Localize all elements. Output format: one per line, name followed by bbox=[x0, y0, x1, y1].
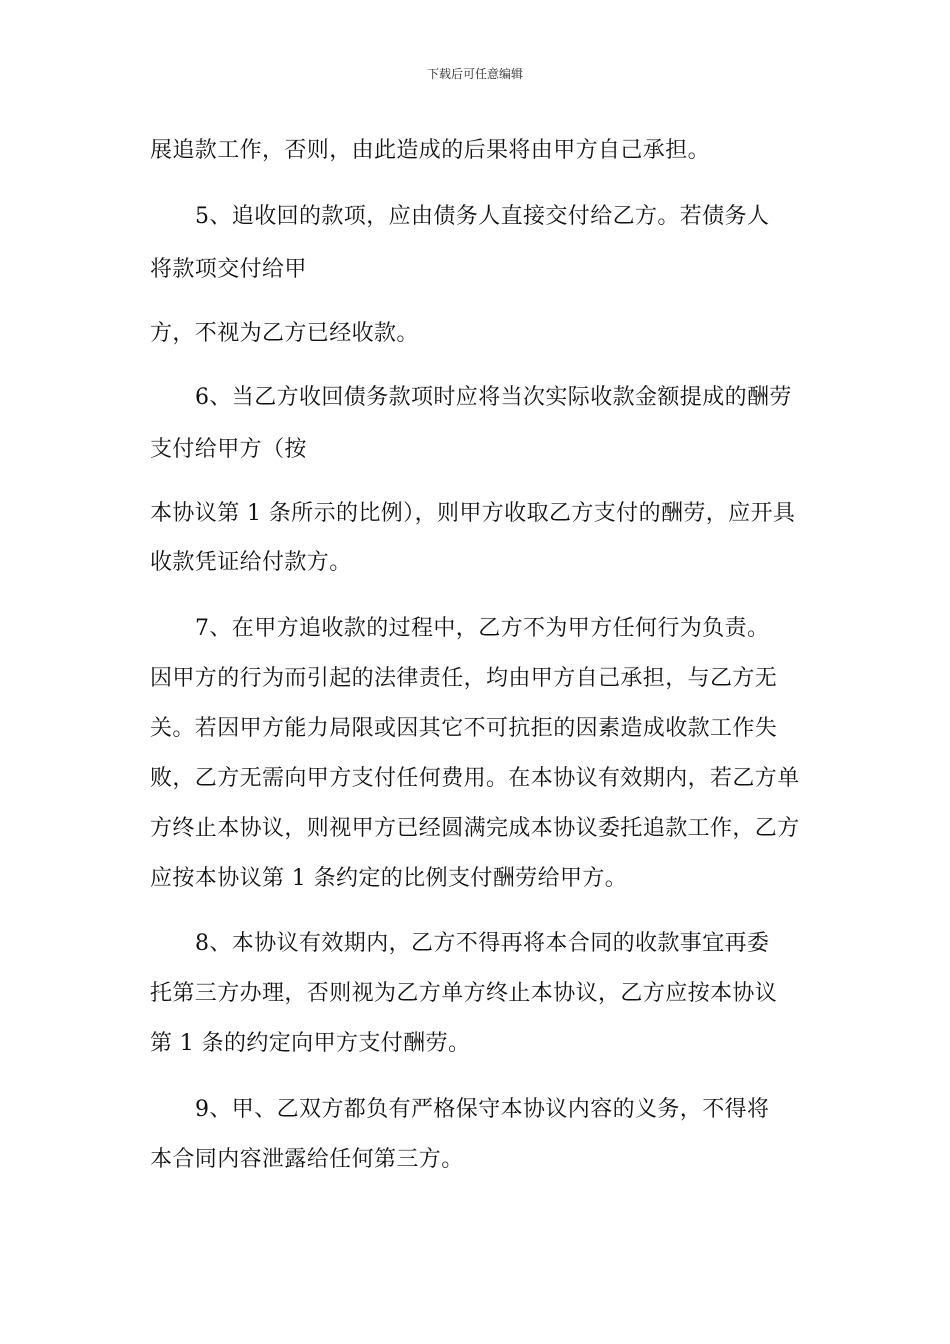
text-line: 本合同内容泄露给任何第三方。 bbox=[150, 1147, 464, 1172]
text-line: 第 1 条的约定向甲方支付酬劳。 bbox=[150, 1031, 471, 1056]
text-line: 本协议第 1 条所示的比例），则甲方收取乙方支付的酬劳，应开具 bbox=[150, 501, 796, 526]
paragraph-8-line-1: 8、本协议有效期内，乙方不得再将本合同的收款事宜再委 bbox=[195, 931, 770, 956]
text-line: 应按本协议第 1 条约定的比例支付酬劳给甲方。 bbox=[150, 866, 628, 891]
text-line: 托第三方办理，否则视为乙方单方终止本协议，乙方应按本协议 bbox=[150, 981, 778, 1006]
text-line: 因甲方的行为而引起的法律责任，均由甲方自己承担，与乙方无 bbox=[150, 666, 778, 691]
text-line: 将款项交付给甲 bbox=[150, 257, 307, 282]
paragraph-5-line-1: 5、追收回的款项，应由债务人直接交付给乙方。若债务人 bbox=[195, 204, 770, 229]
page-header: 下载后可任意编辑 bbox=[426, 67, 523, 81]
text-line: 支付给甲方（按 bbox=[150, 437, 307, 462]
paragraph-7-line-1: 7、在甲方追收款的过程中，乙方不为甲方任何行为负责。 bbox=[195, 616, 770, 641]
paragraph-9-line-1: 9、甲、乙双方都负有严格保守本协议内容的义务，不得将 bbox=[195, 1097, 770, 1122]
text-line: 展追款工作，否则，由此造成的后果将由甲方自己承担。 bbox=[150, 138, 711, 163]
text-line: 方，不视为乙方已经收款。 bbox=[150, 321, 419, 346]
text-line: 方终止本协议，则视甲方已经圆满完成本协议委托追款工作，乙方 bbox=[150, 816, 800, 841]
paragraph-6-line-1: 6、当乙方收回债务款项时应将当次实际收款金额提成的酬劳 bbox=[195, 385, 792, 410]
text-line: 败，乙方无需向甲方支付任何费用。在本协议有效期内，若乙方单 bbox=[150, 766, 800, 791]
text-line: 收款凭证给付款方。 bbox=[150, 550, 352, 575]
text-line: 关。若因甲方能力局限或因其它不可抗拒的因素造成收款工作失 bbox=[150, 716, 778, 741]
